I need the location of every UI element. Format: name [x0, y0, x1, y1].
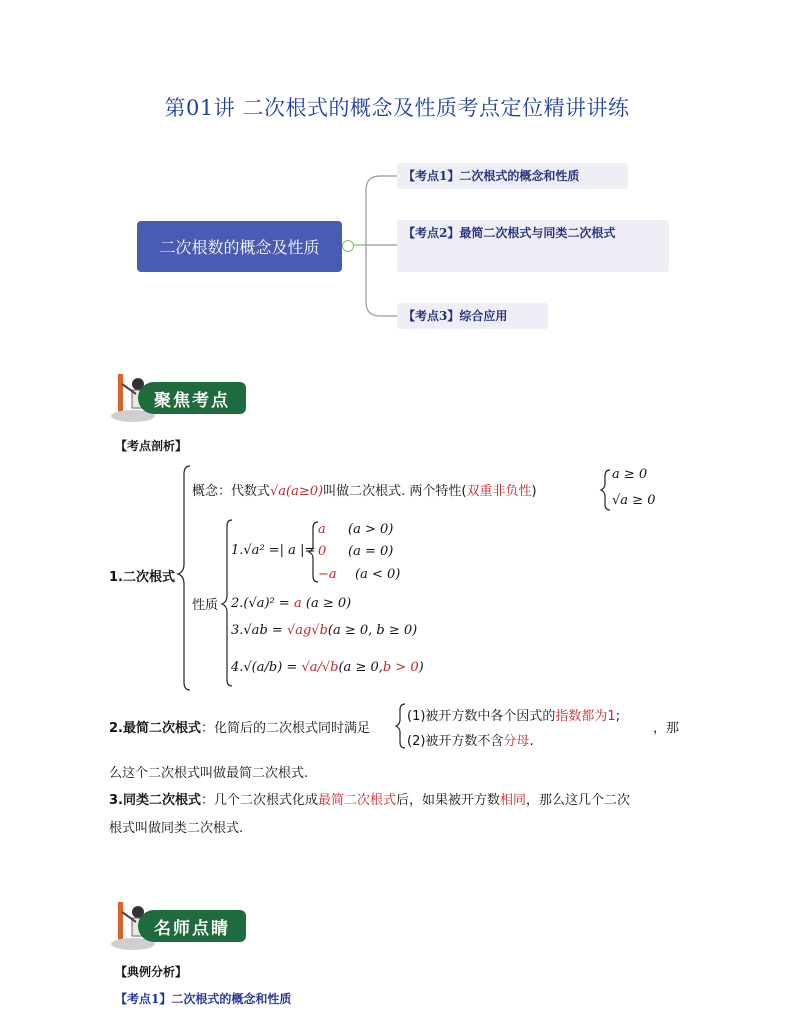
section3-line1: [109, 789, 630, 808]
mindmap-root[interactable]: 二次根数的概念及性质: [137, 221, 342, 272]
page-title: 第01讲 二次根式的概念及性质考点定位精讲讲练: [164, 96, 630, 120]
teacher-banner: [108, 900, 248, 950]
cond2-text: (2)被开方数不含: [407, 734, 504, 749]
property-3: [231, 623, 417, 638]
example-heading: 【典例分析】: [115, 965, 188, 979]
collapse-circle-icon[interactable]: [342, 240, 354, 252]
section2-tail: ，那: [653, 721, 680, 736]
banner-label-teacher: 名师点睛: [138, 910, 246, 942]
concept-prefix: 概念：代数式: [192, 484, 271, 499]
cond1-red: 指数都为1: [555, 709, 616, 724]
p4-left: 4.√(a/b) =: [231, 660, 298, 675]
property-label: 性质: [192, 598, 219, 613]
concept-red: 双重非负性: [466, 484, 532, 499]
property-2: [231, 596, 351, 611]
p3-value: √ag√b: [286, 623, 328, 638]
mindmap-node-3[interactable]: 【考点3】综合应用: [397, 303, 548, 329]
property-4: [231, 660, 424, 675]
concept-line: [192, 480, 537, 499]
banner-label-focus: 聚焦考点: [138, 382, 246, 414]
section3-label: 3.同类二次根式: [109, 793, 201, 808]
p3-left: 3.√ab =: [231, 623, 283, 638]
section3-line2: 根式叫做同类二次根式.: [109, 821, 244, 836]
section3-red2: 相同: [500, 793, 527, 808]
property-1: 1.√a² =| a |=: [231, 543, 316, 558]
concept-expr: √a(a≥0): [270, 484, 324, 499]
section2-cond1: [407, 705, 620, 724]
mindmap-node-1[interactable]: 【考点1】二次根式的概念和性质: [397, 163, 628, 189]
section2-line2: 么这个二次根式叫做最简二次根式.: [109, 766, 309, 781]
cond2-end: .: [529, 734, 534, 749]
p1-case2-value: 0: [318, 544, 327, 559]
section3-red1: 最简二次根式: [318, 793, 397, 808]
section3-c: ，那么这几个二次: [526, 793, 631, 808]
p3-cond: (a ≥ 0, b ≥ 0): [327, 623, 418, 638]
p4-cond-a: (a ≥ 0,: [338, 660, 383, 675]
p2-value: a: [293, 596, 302, 611]
concept-mid: 叫做二次根式. 两个特性(: [323, 484, 467, 499]
p1-case1-value: a: [318, 522, 326, 537]
section1-label: 1.二次根式: [109, 570, 175, 585]
focus-banner: [108, 372, 248, 422]
p1-case3-value: −a: [318, 567, 337, 582]
concept-end: ): [531, 484, 537, 499]
section2-line1: [109, 717, 370, 736]
section2-label: 2.最简二次根式: [109, 721, 201, 736]
p1-case3-cond: (a < 0): [355, 567, 401, 582]
p4-cond-b: b > 0: [382, 660, 419, 675]
cond2-red: 分母: [503, 734, 530, 749]
p4-cond-end: ): [418, 660, 424, 675]
p1-case1-cond: (a > 0): [348, 522, 394, 537]
p4-value: √a/√b: [301, 660, 339, 675]
section3-a: ：几个二次根式化成: [200, 793, 318, 808]
cond1-end: ;: [615, 709, 621, 724]
p2-cond: (a ≥ 0): [305, 596, 352, 611]
section2-brace: [395, 702, 407, 750]
section2-cond2: [407, 730, 534, 749]
condition-2: √a ≥ 0: [612, 493, 656, 508]
section3-b: 后，如果被开方数: [396, 793, 501, 808]
mindmap-node-2[interactable]: 【考点2】最简二次根式与同类二次根式: [397, 220, 669, 272]
condition-1: a ≥ 0: [612, 467, 648, 482]
p1-case2-cond: (a = 0): [348, 544, 394, 559]
section2-intro: ：化简后的二次根式同时满足: [200, 721, 370, 736]
example-point: 【考点1】二次根式的概念和性质: [115, 992, 292, 1006]
p2-left: 2.(√a)² =: [231, 596, 290, 611]
analysis-heading: 【考点剖析】: [115, 439, 188, 453]
cond1-text: (1)被开方数中各个因式的: [407, 709, 556, 724]
